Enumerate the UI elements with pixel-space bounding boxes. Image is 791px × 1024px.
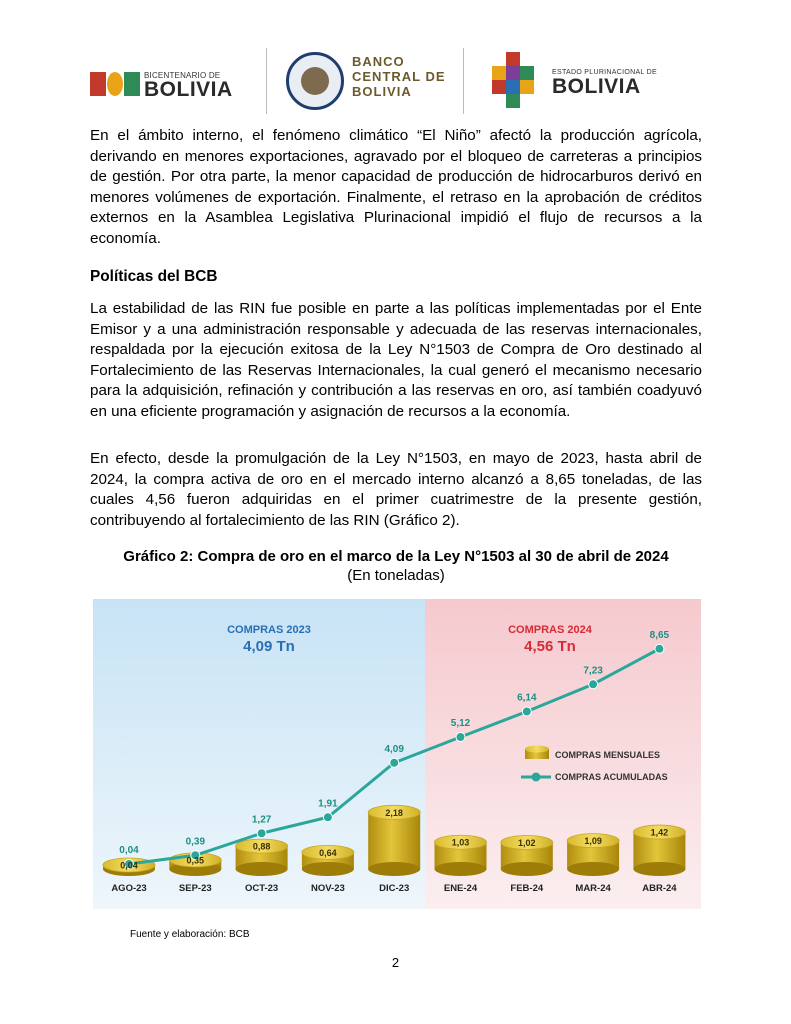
line-point xyxy=(522,707,531,716)
bar-value-label: 0,04 xyxy=(120,860,138,871)
bar-bottom xyxy=(633,862,685,876)
page-header xyxy=(90,48,710,118)
estado-plurinacional-emblem-icon xyxy=(488,52,538,108)
page-number: 2 xyxy=(391,955,400,970)
chart-subtitle: (En toneladas) xyxy=(347,567,445,584)
x-tick-label: DIC-23 xyxy=(379,883,410,894)
paragraph-politicas: La estabilidad de las RIN fue posible en parte a las políticas implementadas por el Ente Emisor y a una administración responsable y adecuada de las reservas internacionales, respaldada por la ejecución exitosa de la Ley N°1503 de Compra de Oro destinado al Fortalecimiento de las Reservas Internacionales, la cual generó el mecanismo necesario para la adquisición, refinación y contribución a las reservas en oro, así también coadyuvó en una eficiente programación y asignación de recursos a la economía. xyxy=(90,300,702,420)
x-tick-label: ENE-24 xyxy=(443,883,478,894)
line-value-label: 1,91 xyxy=(318,798,338,810)
line-value-label: 6,14 xyxy=(517,692,537,704)
x-tick-label: OCT-23 xyxy=(244,883,279,894)
line-point xyxy=(589,680,598,689)
x-tick-label: MAR-24 xyxy=(575,883,611,894)
legend-line-label: COMPRAS ACUMULADAS xyxy=(555,772,668,782)
bar-bottom xyxy=(236,862,288,876)
line-value-label: 1,27 xyxy=(251,814,272,826)
line-value-label: 7,23 xyxy=(583,665,603,677)
bar-value-label: 0,64 xyxy=(319,847,337,858)
bar-bottom xyxy=(567,862,619,876)
chart-source: Fuente y elaboración: BCB xyxy=(130,929,250,940)
line-point xyxy=(323,813,332,822)
header-divider xyxy=(463,48,464,114)
bar-value-label: 1,42 xyxy=(650,827,669,838)
chart-title: Gráfico 2: Compra de oro en el marco de la Ley N°1503 al 30 de abril de 2024 xyxy=(123,548,669,565)
line-point xyxy=(390,758,399,767)
bicentenario-emblem-icon xyxy=(90,72,140,96)
legend-bar-label: COMPRAS MENSUALES xyxy=(555,750,661,760)
legend-line-marker xyxy=(532,773,541,782)
section-heading: Políticas del BCB xyxy=(90,268,218,285)
bar-value-label: 1,02 xyxy=(518,837,536,848)
bar-body xyxy=(368,812,420,869)
annotation-2024-label: COMPRAS 2024 xyxy=(508,624,592,636)
bar-value-label: 0,88 xyxy=(252,841,271,852)
bar-value-label: 1,09 xyxy=(584,836,602,847)
line-value-label: 0,04 xyxy=(119,845,139,856)
bicentenario-big-text: BOLIVIA xyxy=(144,78,233,101)
gold-purchase-chart xyxy=(93,599,701,909)
header-divider xyxy=(266,48,267,114)
bar-value-label: 2,18 xyxy=(385,807,403,818)
line-point xyxy=(655,644,664,653)
bar-bottom xyxy=(501,862,553,876)
estado-plurinacional-logo-text: ESTADO PLURINACIONAL DE BOLIVIA xyxy=(552,69,657,98)
line-value-label: 5,12 xyxy=(450,718,471,729)
bar-value-label: 1,03 xyxy=(451,837,470,848)
x-tick-label: SEP-23 xyxy=(178,883,212,894)
bar-value-label: 0,35 xyxy=(186,855,205,866)
annotation-2023-label: COMPRAS 2023 xyxy=(227,624,311,636)
line-value-label: 8,65 xyxy=(649,629,670,641)
x-tick-label: FEB-24 xyxy=(510,883,544,894)
bcb-seal-icon xyxy=(286,52,344,110)
bcb-logo-text: BANCO CENTRAL DE BOLIVIA xyxy=(352,54,446,99)
annotation-2024-value: 4,56 Tn xyxy=(524,638,576,655)
bar-bottom xyxy=(435,862,487,876)
bar-bottom xyxy=(368,862,420,876)
bicentenario-logo xyxy=(90,70,248,100)
legend-bar-swatch-top xyxy=(525,746,549,753)
bar-bottom xyxy=(302,862,354,876)
x-tick-label: NOV-23 xyxy=(311,883,345,894)
line-point xyxy=(456,733,465,742)
paragraph-ley-1503: En efecto, desde la promulgación de la Ley N°1503, en mayo de 2023, hasta abril de 2024, la compra activa de oro en el mercado interno alcanzó a 8,65 toneladas, de las cuales 4,56 fueron adquiridas en el primer cuatrimestre de la presente gestión, contribuyendo al fortalecimiento de las RIN (Gráfico 2). xyxy=(90,450,702,529)
bicentenario-small-text: BICENTENARIO DE xyxy=(144,71,221,80)
line-point xyxy=(257,829,266,838)
annotation-2023-value: 4,09 Tn xyxy=(243,638,295,655)
x-tick-label: ABR-24 xyxy=(642,883,677,894)
x-tick-label: AGO-23 xyxy=(111,883,147,894)
line-value-label: 4,09 xyxy=(384,743,404,755)
line-value-label: 0,39 xyxy=(185,836,206,848)
paragraph-el-nino: En el ámbito interno, el fenómeno climático “El Niño” afectó la producción agrícola, derivando en menores exportaciones, agravado por el bloqueo de carreteras a principios de gestión. Por otra parte, la menor capacidad de producción de hidrocarburos derivó en menores volúmenes de exportación. Finalmente, el retraso en la aprobación de créditos externos en la Asamblea Legislativa Plurinacional impidió el flujo de recursos a la economía. xyxy=(90,127,702,247)
